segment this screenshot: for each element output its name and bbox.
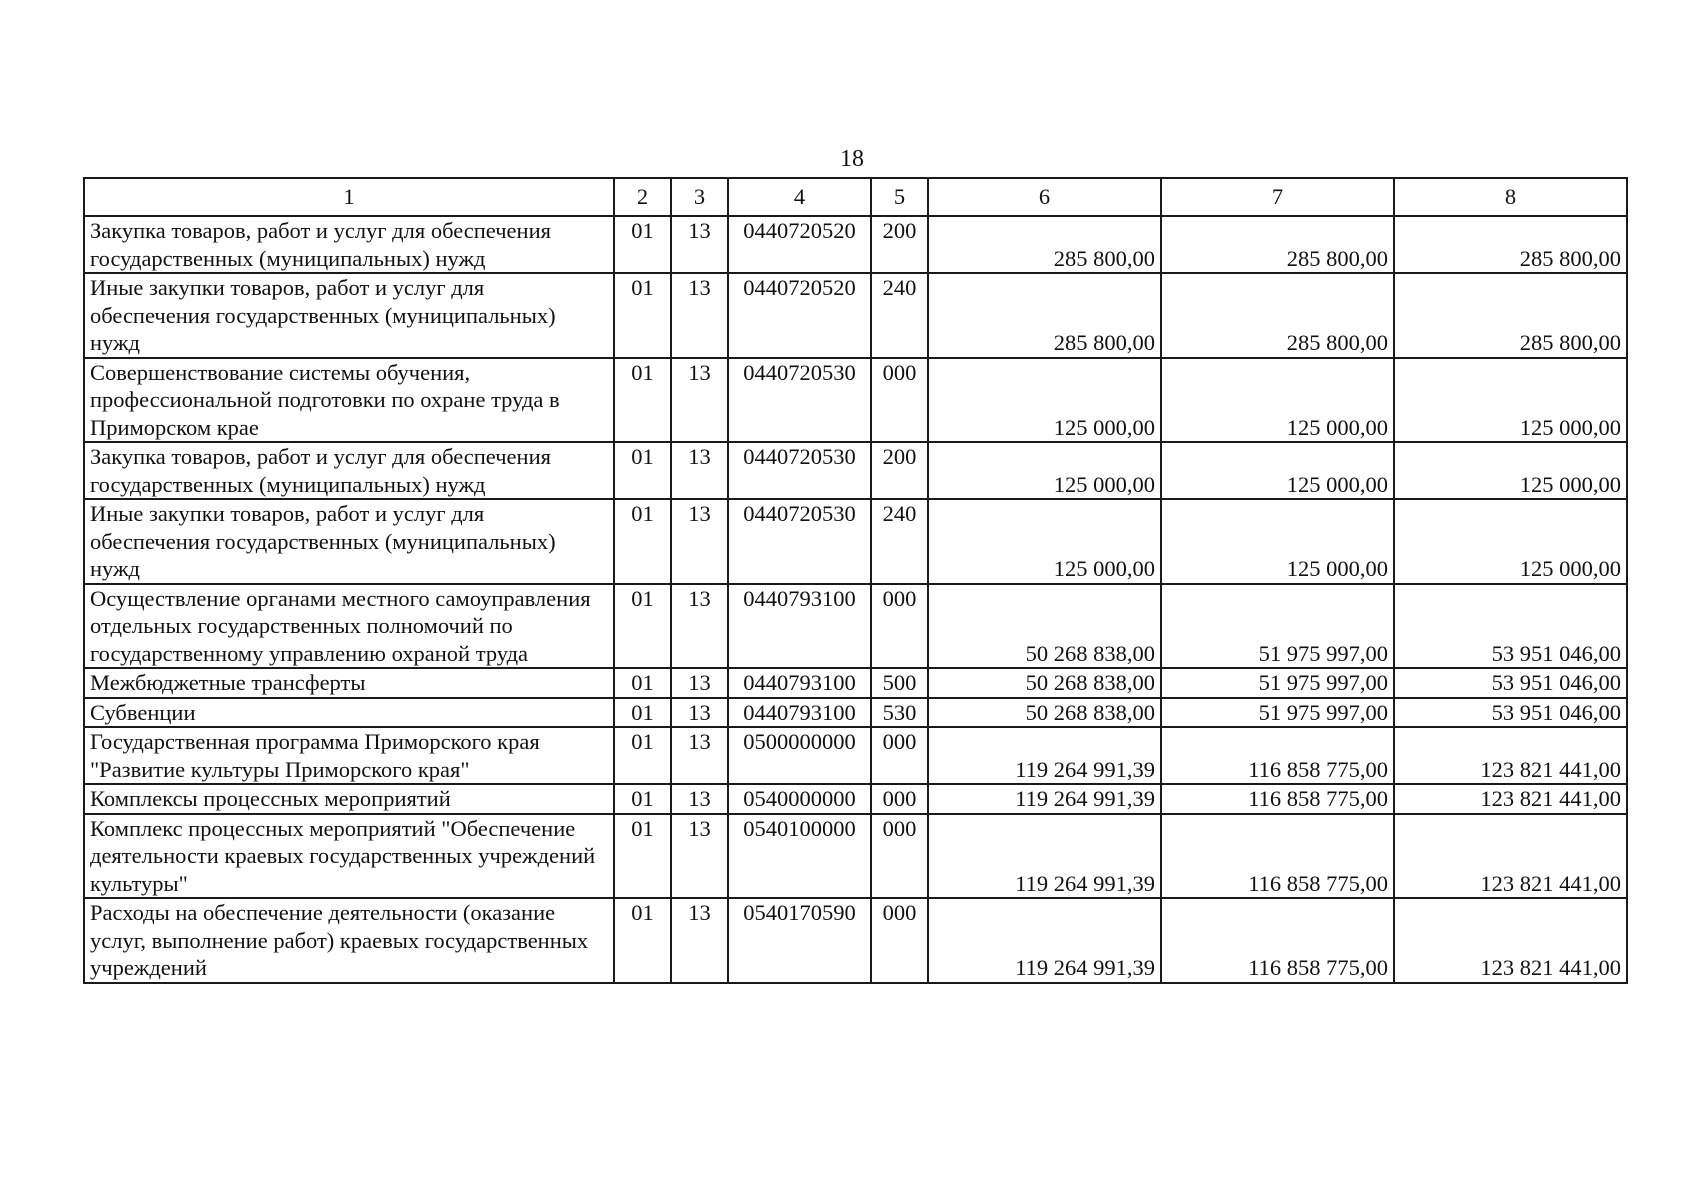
amount-cell: 51 975 997,00 xyxy=(1161,698,1394,728)
expense-type-code: 240 xyxy=(871,499,928,584)
expense-type-code: 200 xyxy=(871,216,928,273)
amount-cell: 50 268 838,00 xyxy=(928,698,1161,728)
target-article-code: 0440793100 xyxy=(728,668,871,698)
header-row xyxy=(84,178,1627,216)
expense-type-code: 000 xyxy=(871,898,928,983)
expense-type-code: 000 xyxy=(871,727,928,784)
section-code: 01 xyxy=(614,216,671,273)
amount-cell: 125 000,00 xyxy=(928,499,1161,584)
section-code: 01 xyxy=(614,727,671,784)
amount-cell: 125 000,00 xyxy=(1394,358,1627,443)
amount-cell: 125 000,00 xyxy=(928,442,1161,499)
expense-type-code: 240 xyxy=(871,273,928,358)
section-code: 01 xyxy=(614,273,671,358)
target-article-code: 0440793100 xyxy=(728,698,871,728)
table-row xyxy=(84,784,1627,814)
section-code: 01 xyxy=(614,442,671,499)
section-code: 01 xyxy=(614,784,671,814)
section-code: 01 xyxy=(614,698,671,728)
target-article-code: 0540170590 xyxy=(728,898,871,983)
target-article-code: 0440720530 xyxy=(728,499,871,584)
expense-type-code: 000 xyxy=(871,358,928,443)
expense-type-code: 000 xyxy=(871,584,928,669)
row-name: Субвенции xyxy=(84,698,614,728)
section-code: 01 xyxy=(614,358,671,443)
amount-cell: 119 264 991,39 xyxy=(928,727,1161,784)
table-row xyxy=(84,273,1627,358)
amount-cell: 123 821 441,00 xyxy=(1394,727,1627,784)
amount-cell: 125 000,00 xyxy=(1161,499,1394,584)
amount-cell: 119 264 991,39 xyxy=(928,898,1161,983)
table-row xyxy=(84,499,1627,584)
table-row xyxy=(84,668,1627,698)
amount-cell: 285 800,00 xyxy=(1394,273,1627,358)
amount-cell: 116 858 775,00 xyxy=(1161,784,1394,814)
amount-cell: 285 800,00 xyxy=(1394,216,1627,273)
row-name: Совершенствование системы обучения, профессиональной подготовки по охране труда в Приморском крае xyxy=(84,358,614,443)
expense-type-code: 500 xyxy=(871,668,928,698)
subsection-code: 13 xyxy=(671,814,728,899)
column-header: 5 xyxy=(871,178,928,216)
subsection-code: 13 xyxy=(671,216,728,273)
table-row xyxy=(84,698,1627,728)
target-article-code: 0440720530 xyxy=(728,358,871,443)
table-row xyxy=(84,442,1627,499)
amount-cell: 53 951 046,00 xyxy=(1394,668,1627,698)
row-name: Государственная программа Приморского края "Развитие культуры Приморского края" xyxy=(84,727,614,784)
amount-cell: 285 800,00 xyxy=(1161,216,1394,273)
amount-cell: 119 264 991,39 xyxy=(928,784,1161,814)
row-name: Иные закупки товаров, работ и услуг для обеспечения государственных (муниципальных) нужд xyxy=(84,499,614,584)
amount-cell: 125 000,00 xyxy=(1394,442,1627,499)
amount-cell: 50 268 838,00 xyxy=(928,668,1161,698)
column-header: 4 xyxy=(728,178,871,216)
column-header: 6 xyxy=(928,178,1161,216)
subsection-code: 13 xyxy=(671,727,728,784)
table-row xyxy=(84,727,1627,784)
target-article-code: 0540000000 xyxy=(728,784,871,814)
amount-cell: 53 951 046,00 xyxy=(1394,698,1627,728)
row-name: Комплексы процессных мероприятий xyxy=(84,784,614,814)
target-article-code: 0440720530 xyxy=(728,442,871,499)
target-article-code: 0440720520 xyxy=(728,216,871,273)
amount-cell: 123 821 441,00 xyxy=(1394,814,1627,899)
expense-type-code: 000 xyxy=(871,814,928,899)
table-row xyxy=(84,814,1627,899)
expense-type-code: 200 xyxy=(871,442,928,499)
subsection-code: 13 xyxy=(671,499,728,584)
amount-cell: 116 858 775,00 xyxy=(1161,727,1394,784)
amount-cell: 119 264 991,39 xyxy=(928,814,1161,899)
amount-cell: 51 975 997,00 xyxy=(1161,584,1394,669)
page-number: 18 xyxy=(840,146,864,172)
subsection-code: 13 xyxy=(671,358,728,443)
amount-cell: 285 800,00 xyxy=(928,216,1161,273)
amount-cell: 116 858 775,00 xyxy=(1161,814,1394,899)
section-code: 01 xyxy=(614,584,671,669)
section-code: 01 xyxy=(614,499,671,584)
section-code: 01 xyxy=(614,898,671,983)
column-header: 2 xyxy=(614,178,671,216)
column-header: 1 xyxy=(84,178,614,216)
table-row xyxy=(84,358,1627,443)
row-name: Осуществление органами местного самоуправления отдельных государственных полномочий по государственному управлению охраной труда xyxy=(84,584,614,669)
table-row xyxy=(84,898,1627,983)
row-name: Иные закупки товаров, работ и услуг для обеспечения государственных (муниципальных) нужд xyxy=(84,273,614,358)
amount-cell: 50 268 838,00 xyxy=(928,584,1161,669)
amount-cell: 53 951 046,00 xyxy=(1394,584,1627,669)
target-article-code: 0440793100 xyxy=(728,584,871,669)
subsection-code: 13 xyxy=(671,668,728,698)
section-code: 01 xyxy=(614,814,671,899)
subsection-code: 13 xyxy=(671,898,728,983)
row-name: Закупка товаров, работ и услуг для обеспечения государственных (муниципальных) нужд xyxy=(84,216,614,273)
subsection-code: 13 xyxy=(671,784,728,814)
expense-type-code: 530 xyxy=(871,698,928,728)
row-name: Комплекс процессных мероприятий "Обеспечение деятельности краевых государственных учреждений культуры" xyxy=(84,814,614,899)
subsection-code: 13 xyxy=(671,698,728,728)
amount-cell: 285 800,00 xyxy=(928,273,1161,358)
amount-cell: 123 821 441,00 xyxy=(1394,898,1627,983)
amount-cell: 116 858 775,00 xyxy=(1161,898,1394,983)
budget-table xyxy=(83,177,1628,984)
subsection-code: 13 xyxy=(671,584,728,669)
row-name: Расходы на обеспечение деятельности (оказание услуг, выполнение работ) краевых государственных учреждений xyxy=(84,898,614,983)
column-header: 8 xyxy=(1394,178,1627,216)
subsection-code: 13 xyxy=(671,442,728,499)
target-article-code: 0540100000 xyxy=(728,814,871,899)
section-code: 01 xyxy=(614,668,671,698)
table-row xyxy=(84,584,1627,669)
row-name: Межбюджетные трансферты xyxy=(84,668,614,698)
amount-cell: 285 800,00 xyxy=(1161,273,1394,358)
amount-cell: 125 000,00 xyxy=(1161,442,1394,499)
target-article-code: 0500000000 xyxy=(728,727,871,784)
amount-cell: 125 000,00 xyxy=(1161,358,1394,443)
table-row xyxy=(84,216,1627,273)
target-article-code: 0440720520 xyxy=(728,273,871,358)
amount-cell: 123 821 441,00 xyxy=(1394,784,1627,814)
subsection-code: 13 xyxy=(671,273,728,358)
amount-cell: 125 000,00 xyxy=(1394,499,1627,584)
amount-cell: 51 975 997,00 xyxy=(1161,668,1394,698)
column-header: 7 xyxy=(1161,178,1394,216)
row-name: Закупка товаров, работ и услуг для обеспечения государственных (муниципальных) нужд xyxy=(84,442,614,499)
expense-type-code: 000 xyxy=(871,784,928,814)
amount-cell: 125 000,00 xyxy=(928,358,1161,443)
column-header: 3 xyxy=(671,178,728,216)
